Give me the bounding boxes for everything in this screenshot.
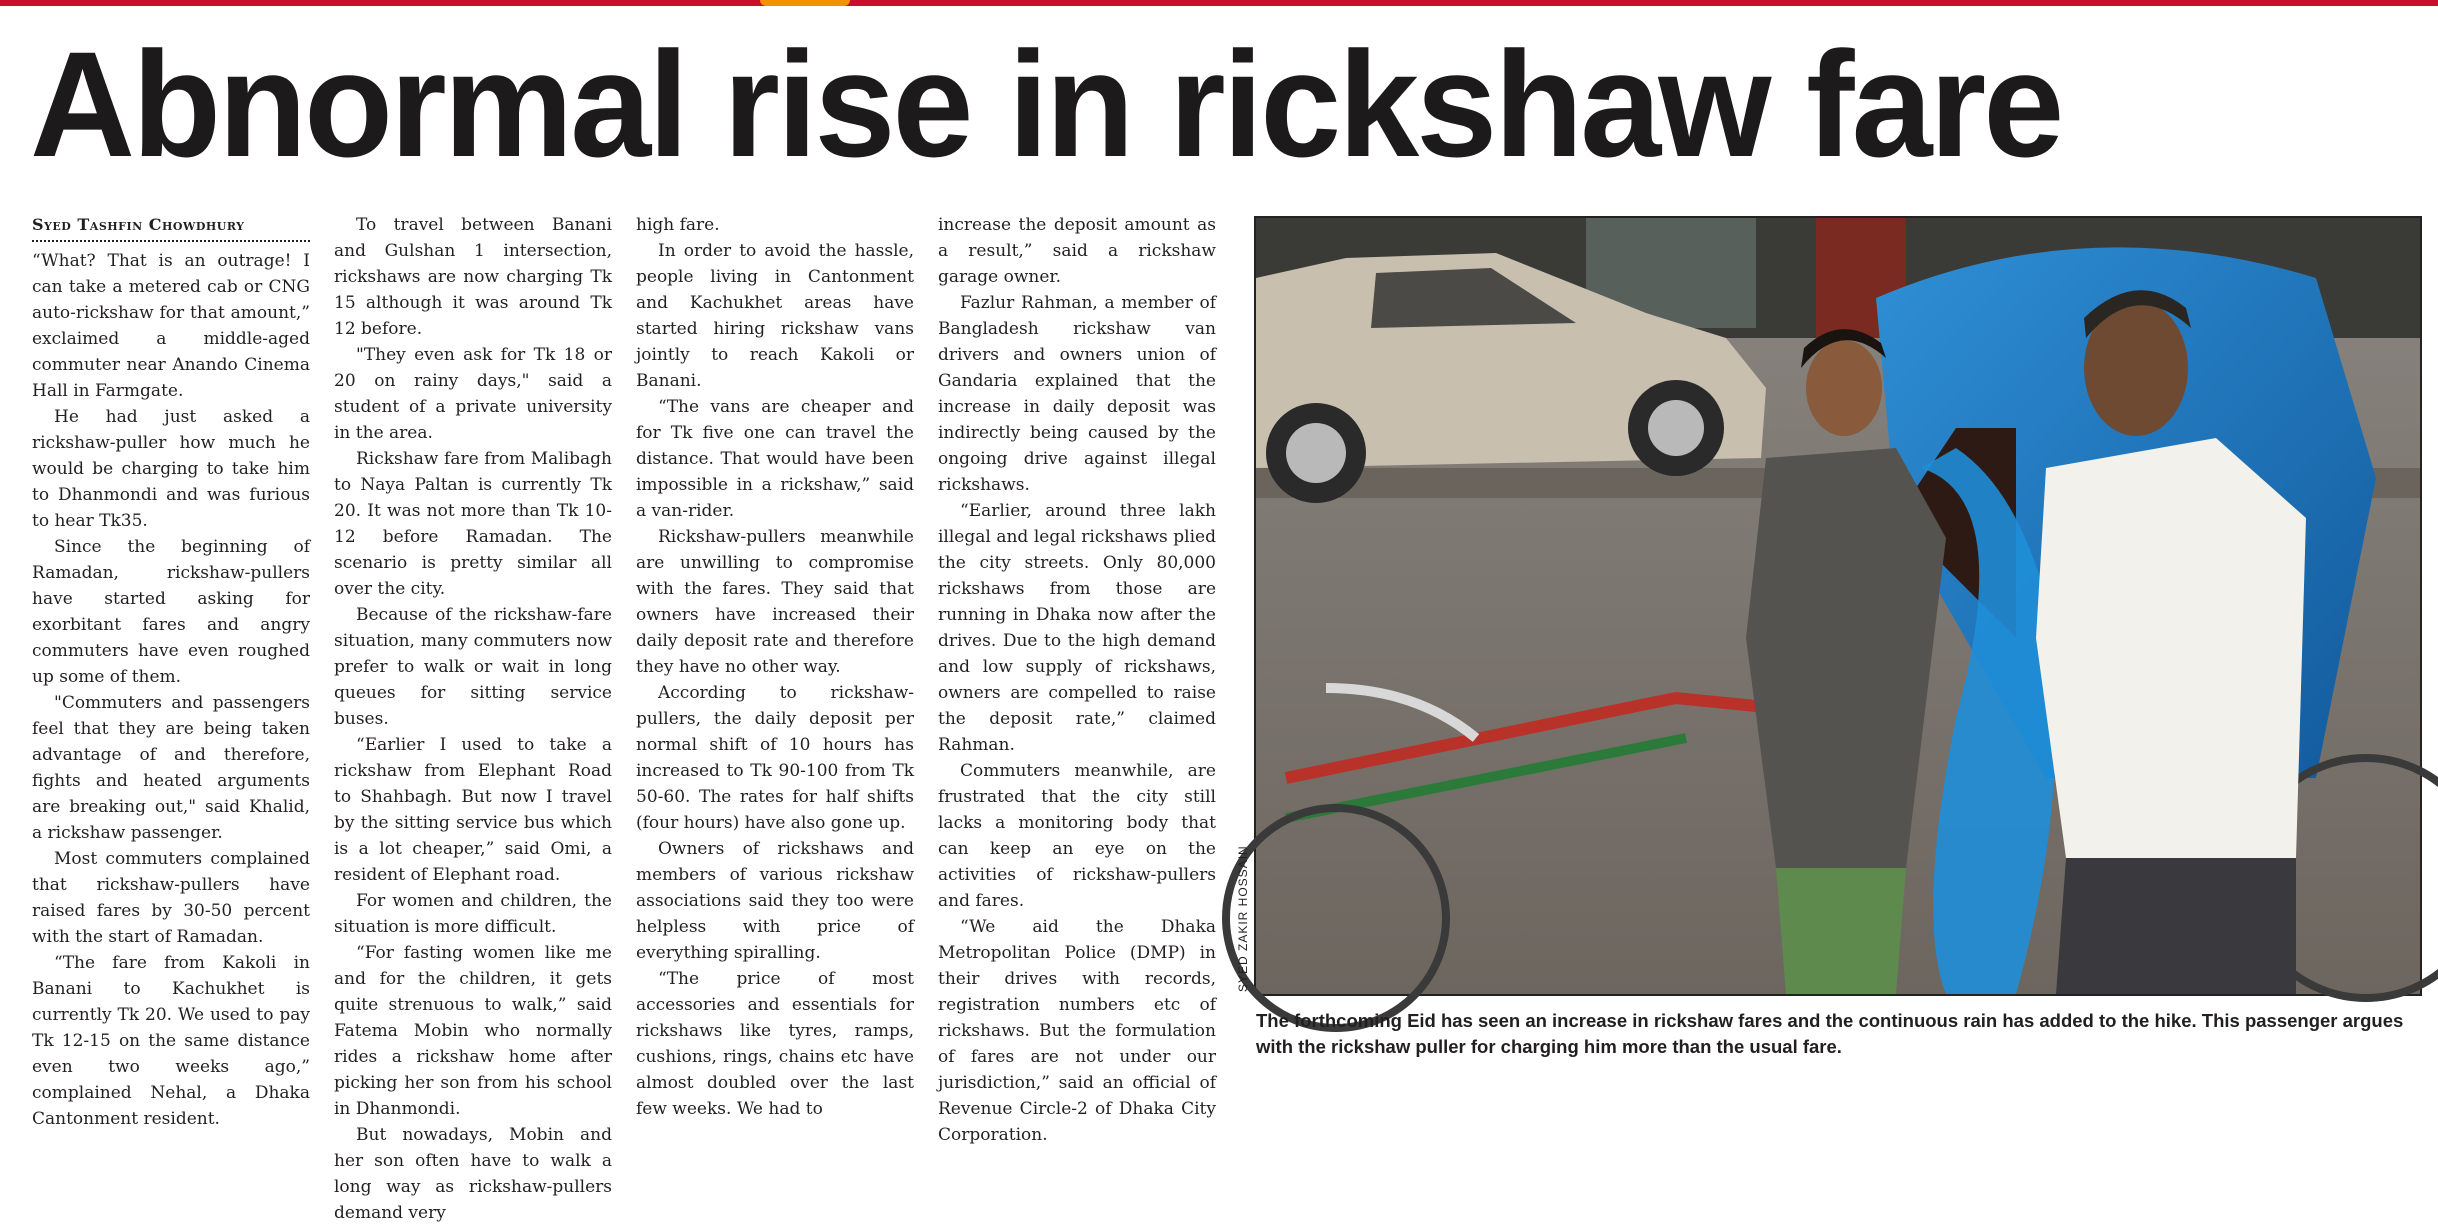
- paragraph: “What? That is an outrage! I can take a metered cab or CNG auto-rickshaw for that amount,” exclaimed a middle-aged commuter near Anando Cinema Hall in Farmgate.: [32, 251, 310, 401]
- paragraph: “Earlier I used to take a rickshaw from Elephant Road to Shahbagh. But now I travel by the sitting service bus which is a lot cheaper,” said Omi, a resident of Elephant road.: [334, 735, 612, 885]
- article-column-4: [938, 212, 1216, 1145]
- photo-caption: The forthcoming Eid has seen an increase in rickshaw fares and the continuous rain has added to the hike. This passenger argues with the rickshaw puller for charging him more than the usual fare.: [1256, 1010, 2404, 1057]
- article-column-1: [32, 212, 310, 1129]
- paragraph: According to rickshaw-pullers, the daily deposit per normal shift of 10 hours has increased to Tk 90-100 from Tk 50-60. The rates for half shifts (four hours) have also gone up.: [636, 683, 914, 833]
- paragraph: Because of the rickshaw-fare situation, many commuters now prefer to walk or wait in long queues for sitting service buses.: [334, 605, 612, 729]
- paragraph: To travel between Banani and Gulshan 1 intersection, rickshaws are now charging Tk 15 although it was around Tk 12 before.: [334, 215, 612, 339]
- news-photo: [1254, 216, 2422, 996]
- byline: Syed Tashfin Chowdhury: [32, 212, 310, 242]
- headline: Abnormal rise in rickshaw fare: [30, 20, 2062, 188]
- paragraph: Commuters meanwhile, are frustrated that the city still lacks a monitoring body that can keep an eye on the activities of rickshaw-pullers and fares.: [938, 761, 1216, 911]
- paragraph: "They even ask for Tk 18 or 20 on rainy days," said a student of a private university in the area.: [334, 345, 612, 443]
- paragraph: For women and children, the situation is more difficult.: [334, 891, 612, 937]
- article-column-2: [334, 212, 612, 1223]
- paragraph: increase the deposit amount as a result,” said a rickshaw garage owner.: [938, 215, 1216, 287]
- paragraph: high fare.: [636, 215, 720, 235]
- top-bar-accent: [760, 0, 850, 6]
- paragraph: Most commuters complained that rickshaw-pullers have raised fares by 30-50 percent with the start of Ramadan.: [32, 849, 310, 947]
- paragraph: “Earlier, around three lakh illegal and legal rickshaws plied the city streets. Only 80,000 rickshaws from those are running in Dhaka now after the drives. Due to the high demand and low supply of rickshaws, owners are compelled to raise the deposit rate,” claimed Rahman.: [938, 501, 1216, 755]
- paragraph: “For fasting women like me and for the children, it gets quite strenuous to walk,” said Fatema Mobin who normally rides a rickshaw home after picking her son from his school in Dhanmondi.: [334, 943, 612, 1119]
- paragraph: Rickshaw-pullers meanwhile are unwilling to compromise with the fares. They said that owners have increased their daily deposit rate and therefore they have no other way.: [636, 527, 914, 677]
- paragraph: "Commuters and passengers feel that they are being taken advantage of and therefore, fights and heated arguments are breaking out," said Khalid, a rickshaw passenger.: [32, 693, 310, 843]
- paragraph: “The price of most accessories and essentials for rickshaws like tyres, ramps, cushions, rings, chains etc have almost doubled over the last few weeks. We had to: [636, 969, 914, 1119]
- top-color-bar: [0, 0, 2438, 6]
- paragraph: Rickshaw fare from Malibagh to Naya Paltan is currently Tk 20. It was not more than Tk 10-12 before Ramadan. The scenario is pretty similar all over the city.: [334, 449, 612, 599]
- article-column-3: [636, 212, 914, 1119]
- paragraph: “The fare from Kakoli in Banani to Kachukhet is currently Tk 20. We used to pay Tk 12-15 on the same distance even two weeks ago,” complained Nehal, a Dhaka Cantonment resident.: [32, 953, 310, 1129]
- paragraph: Since the beginning of Ramadan, rickshaw-pullers have started asking for exorbitant fares and angry commuters have even roughed up some of them.: [32, 537, 310, 687]
- photo-credit: SYED ZAKIR HOSSAIN: [1236, 845, 1250, 992]
- paragraph: “The vans are cheaper and for Tk five one can travel the distance. That would have been impossible in a rickshaw,” said a van-rider.: [636, 397, 914, 521]
- paragraph: Fazlur Rahman, a member of Bangladesh rickshaw van drivers and owners union of Gandaria explained that the increase in daily deposit was indirectly being caused by the ongoing drive against illegal rickshaws.: [938, 293, 1216, 495]
- paragraph: But nowadays, Mobin and her son often have to walk a long way as rickshaw-pullers demand very: [334, 1125, 612, 1223]
- paragraph: In order to avoid the hassle, people living in Cantonment and Kachukhet areas have started hiring rickshaw vans jointly to reach Kakoli or Banani.: [636, 241, 914, 391]
- paragraph: Owners of rickshaws and members of various rickshaw associations said they too were helpless with price of everything spiralling.: [636, 839, 914, 963]
- paragraph: He had just asked a rickshaw-puller how much he would be charging to take him to Dhanmondi and was furious to hear Tk35.: [32, 407, 310, 531]
- paragraph: “We aid the Dhaka Metropolitan Police (DMP) in their drives with records, registration numbers etc of rickshaws. But the formulation of fares are not under our jurisdiction,” said an official of Revenue Circle-2 of Dhaka City Corporation.: [938, 917, 1216, 1145]
